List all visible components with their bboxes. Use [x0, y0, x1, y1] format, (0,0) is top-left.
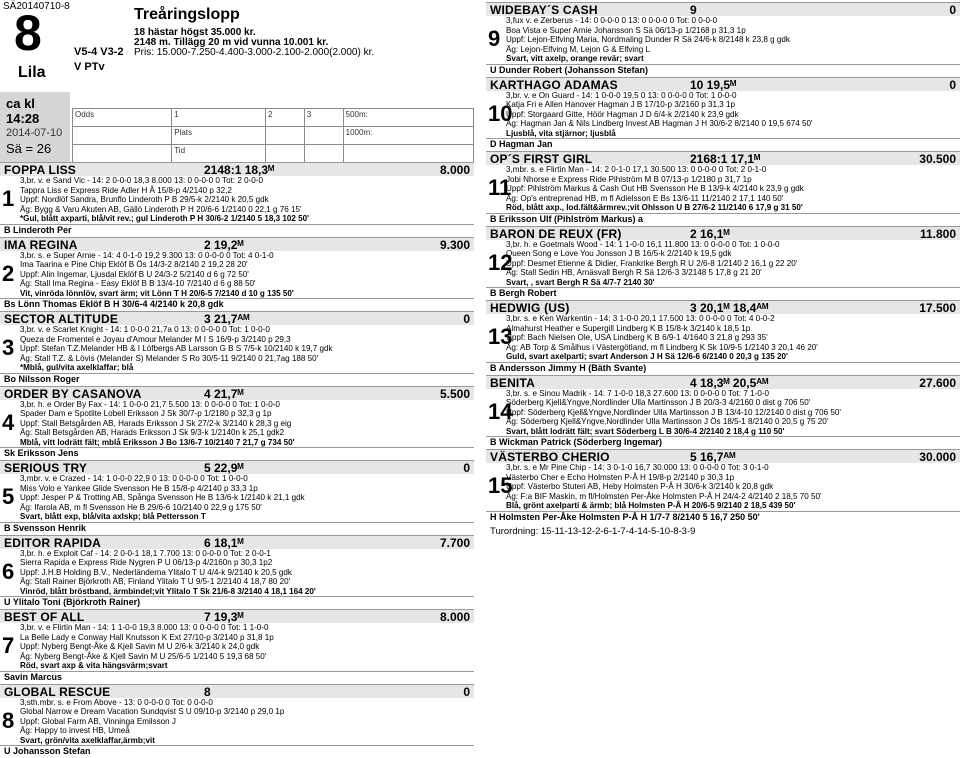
horse-info-line: Äg: Stall Rainer Björkroth AB, Finland Ylitalo T U 9/5-1 2/2140 4 18,7 80 20'	[20, 577, 291, 586]
start-number: 4	[2, 409, 15, 435]
horse-stat: 4 21,7ᴹ	[204, 386, 244, 401]
horse-info-line: Uppf: J.H.B Holding B.V., Nederländerna Ylitalo T U 4/4-k 9/2140 k 20,5 gdk	[20, 567, 292, 577]
horse-stat: 2 19,2ᴹ	[204, 237, 244, 252]
trainer: U Ylitalo Toni (Björkroth Rainer)	[0, 596, 474, 607]
horse-info-line: Svart, blått lodrätt fält; svart Söderberg L B 30/6-4 2/2140 2 18,4 g 110 50'	[506, 426, 785, 436]
horse-info-line: *Mblå, gul/vita axelklaffar; blå	[20, 363, 134, 372]
start-number: 15	[488, 473, 513, 498]
horse-stat: 8	[204, 684, 211, 699]
horse-info-line: Mblå, vitt lodrätt fält; mblå Eriksson J Bo 13/6-7 10/2140 7 21,7 g 734 50'	[20, 437, 295, 447]
horse-name: VÄSTERBO CHERIO	[490, 450, 610, 464]
horse-prize: 8.000	[439, 610, 470, 624]
bet-types	[74, 45, 124, 75]
horse-info-line: 3,br. h. e Goetmals Wood - 14: 1 1-0-0 16,1 11.800 13: 0 0-0-0 0 Tot: 1 0-0-0	[506, 239, 780, 249]
trainer: H Holmsten Per-Åke Holmsten P-Å H 1/7-7 8/2140 5 16,7 250 50'	[486, 511, 960, 522]
horse-info-line: Katja Fri e Allen Hanover Hagman J B 17/10-p 3/2160 p 31,3 1p	[506, 100, 736, 109]
horse-info-line: Svart, grön/vita axelklaffar,ärmb;vit	[20, 735, 155, 745]
horse-info-line: Uppf: Söderberg Kjell&Yngve,Nordlinder Ulla Martinsson J B 13/4-10 12/2140 0 dist g 706 50'	[506, 407, 841, 417]
horse-body	[486, 165, 960, 213]
race-name: Treåringslopp	[134, 6, 240, 23]
horse-info-line: Uppf: Jesper P & Trotting AB, Spånga Svensson He B 13/6-k 1/2140 k 21,1 gdk	[20, 493, 305, 502]
horse-entry	[486, 375, 960, 448]
horse-info-line: 3,mbr. s. e Flirtin Man - 14: 2 0-1-0 17,1 30.500 13: 0 0-0-0 0 Tot: 2 0-1-0	[506, 165, 767, 174]
odds-label: Odds	[73, 109, 172, 127]
horse-header	[0, 386, 474, 400]
horse-info-line: 3,br. v. e Flirtin Man - 14: 1 1-0-0 19,3 8.000 13: 0 0-0-0 0 Tot: 1 1-0-0	[20, 623, 269, 632]
horse-entry	[0, 237, 474, 310]
horse-entry	[0, 684, 474, 757]
trainer: Bs Lönn Thomas Eklöf B H 30/6-4 4/2140 k 20,8 gdk	[0, 298, 474, 309]
grid-plats: Plats	[172, 127, 266, 145]
horse-info-line: Uppf: Västerbo Stuteri AB, Heby Holmsten P-Å H 30/6-k 3/2140 k 20,8 gdk	[506, 482, 774, 491]
race-header	[0, 0, 474, 160]
horse-header	[0, 535, 474, 549]
horse-info-line: 3,br. h. e Order By Fax - 14: 1 0-0-0 21,7 5.500 13: 0 0-0-0 0 Tot: 1 0-0-0	[20, 399, 280, 409]
horse-info-line: Äg: Stall T.Z. & Lövis (Melander S) Melander S Ro 30/5-11 9/2140 0 21,7ag 188 50'	[20, 353, 319, 363]
trainer: B Andersson Jimmy H (Bäth Svante)	[486, 362, 960, 373]
horse-stat: 5 22,9ᴹ	[204, 461, 244, 475]
horse-entry	[0, 311, 474, 384]
horse-body	[0, 474, 474, 522]
horse-info-line: 3,br. v. e Sand Vic - 14: 2 0-0-0 18,3 8.000 13: 0 0-0-0 0 Tot: 2 0-0-0	[20, 176, 263, 185]
horse-body	[486, 389, 960, 437]
horse-info-line: Äg: Stall Sedin HB, Arnäsvall Bergh R Sä 12/6-3 3/2148 5 17,8 g 21 20'	[506, 268, 762, 277]
horse-header	[0, 311, 474, 325]
horse-info-line: 3,br. v. e Scarlet Knight - 14: 1 0-0-0 21,7a 0 13: 0 0-0-0 0 Tot: 1 0-0-0	[20, 325, 270, 334]
horse-stat: 5 16,7ᴬᴹ	[690, 450, 736, 464]
horse-prize: 0	[463, 684, 470, 699]
trainer: B Wickman Patrick (Söderberg Ingemar)	[486, 436, 960, 447]
grid-col-1: 1	[172, 109, 266, 127]
grid-1000m: 1000m:	[343, 127, 473, 145]
horse-info-line: Äg: Hagman Jan & Nils Lindberg Invest AB Hagman J H 30/6-2 8/2140 0 19,5 674 50'	[506, 119, 813, 128]
horse-info-line: Uppf: Pihlström Markus & Cash Out HB Svensson He B 13/9-k 4/2140 k 23,9 g gdk	[506, 184, 804, 193]
horse-prize: 7.700	[439, 535, 470, 550]
horse-prize: 0	[949, 3, 956, 17]
horse-info-line: Äg: Lejon-Elfving M, Lejon G & Elfving L	[506, 44, 650, 54]
horse-info-line: Boa Vista e Super Arnie Johansson S Sä 06/13-p 1/2168 p 31,3 1p	[506, 25, 746, 35]
horse-info-line: Uppf: Global Farm AB, Vinninga Emilsson J	[20, 716, 176, 726]
horse-entry	[486, 2, 960, 75]
right-horse-column	[486, 2, 960, 537]
horse-info-line: Uppf: Stefan T.Z.Melander HB & I Löfbergs AB Larsson G B S 7/5-k 10/2140 k 19,7 gdk	[20, 344, 333, 353]
horse-prize: 30.000	[919, 450, 956, 464]
horse-name: BEST OF ALL	[4, 610, 85, 624]
start-number: 6	[2, 558, 15, 584]
horse-info-line: Äg: Op's entreprenad HB, m fl Adielsson E Bs 13/6-11 11/2140 2 17,1 140 50'	[506, 193, 784, 203]
horse-info-line: Global Narrow e Dream Vacation Sundqvist S U 09/10-p 3/2140 p 29,0 1p	[20, 707, 285, 716]
horse-prize: 17.500	[919, 301, 956, 315]
horse-info-line: 3,br. s. e Ken Warkentin - 14: 3 1-0-0 20,1 17.500 13: 0 0-0-0 0 Tot: 4 0-0-2	[506, 314, 775, 323]
horse-stat: 9	[690, 3, 697, 17]
start-number: 10	[488, 100, 513, 126]
grid-col-2: 2	[265, 109, 304, 127]
race-ref: SÄ20140710-8	[3, 1, 70, 12]
horse-info-line: Röd, svart axp & vita hängsvärm;svart	[20, 661, 168, 670]
horse-info-line: Uppf: Nyberg Bengt-Åke & Kjell Savin M U 2/6-k 3/2140 k 24,0 gdk	[20, 642, 260, 651]
horse-body	[0, 251, 474, 299]
trainer: B Bergh Robert	[486, 287, 960, 298]
horse-name: EDITOR RAPIDA	[4, 535, 102, 550]
horse-info-line: 3,br. s. e Super Arnie - 14: 4 0-1-0 19,2 9.300 13: 0 0-0-0 0 Tot: 4 0-1-0	[20, 250, 274, 260]
trainer: B Linderoth Per	[0, 224, 474, 235]
horse-info-line: Äg: Bygg & Varu Akuten AB, Gällö Linderoth P H 20/6-6 1/2140 0 22,1 g 76 15'	[20, 204, 302, 214]
horse-stat: 6 18,1ᴹ	[204, 535, 244, 550]
horse-name: SECTOR ALTITUDE	[4, 312, 119, 326]
horse-info-line: Äg: Ifarola AB, m fl Svensson He B 29/6-6 10/2140 0 22,9 g 175 50'	[20, 502, 262, 512]
prize-line-1: 18 hästar högst 35.000 kr.	[134, 27, 256, 38]
horse-body	[486, 463, 960, 511]
prize-line-3: Pris: 15.000-7.250-4.400-3.000-2.100-2.000(2.000) kr.	[134, 47, 375, 58]
horse-entry	[0, 162, 474, 235]
horse-info-line: Miss Volo e Yankee Glide Svensson He B 15/8-p 4/2140 p 33,3 1p	[20, 483, 258, 493]
horse-name: BENITA	[490, 375, 535, 390]
horse-prize: 30.500	[919, 152, 956, 166]
start-number: 7	[2, 633, 15, 658]
grid-col-3: 3	[304, 109, 343, 127]
race-number: 8	[14, 5, 42, 61]
horse-stat: 10 19,5ᴹ	[690, 77, 737, 92]
horse-header	[0, 162, 474, 176]
start-number: 12	[488, 249, 513, 275]
trainer: U Dunder Robert (Johansson Stefan)	[486, 64, 960, 75]
horse-info-line: 3,fux v. e Zerberus - 14: 0 0-0-0 0 13: 0 0-0-0 0 Tot: 0 0-0-0	[506, 16, 718, 25]
horse-entry	[0, 386, 474, 459]
trainer: B Eriksson Ulf (Pihlström Markus) a	[486, 213, 960, 224]
horse-info-line: Guld, svart axelparti; svart Anderson J H Sä 12/6-6 6/2140 0 20,3 g 135 20'	[506, 352, 788, 361]
horse-entry	[0, 460, 474, 533]
horse-prize: 27.600	[919, 375, 956, 390]
horse-header	[0, 237, 474, 251]
horse-prize: 0	[463, 461, 470, 475]
race-date: 2014-07-10	[6, 127, 63, 139]
horse-name: HEDWIG (US)	[490, 301, 570, 315]
horse-header	[486, 375, 960, 389]
start-number: 9	[488, 26, 501, 51]
horse-name: SERIOUS TRY	[4, 461, 88, 475]
horse-info-line: Vinröd, blått bröstband, ärmbindel;vit Ylitalo T Sk 21/6-8 3/2140 4 18,1 164 20'	[20, 586, 316, 596]
horse-entry	[486, 226, 960, 299]
trainer: U Johansson Stefan	[0, 745, 474, 756]
left-horse-column	[0, 162, 474, 758]
horse-info-line: 3,mbr. v. e Crazed - 14: 1 0-0-0 22,9 0 13: 0 0-0-0 0 Tot: 1 0-0-0	[20, 474, 248, 483]
horse-body	[0, 400, 474, 448]
horse-stat: 2168:1 17,1ᴹ	[690, 152, 761, 166]
horse-header	[486, 77, 960, 91]
horse-body	[0, 623, 474, 671]
bet-type-1: V5-4 V3-2	[74, 46, 124, 58]
start-number: 5	[2, 484, 15, 509]
race-sidebar	[0, 92, 70, 162]
horse-info-line: La Belle Lady e Conway Hall Knutsson K Ext 27/10-p 3/2140 p 31,8 1p	[20, 632, 274, 642]
trainer: D Hagman Jan	[486, 138, 960, 149]
start-number: 2	[2, 260, 15, 286]
horse-info-line: Uppf: Desmet Etienne & Didier, Frankrike Bergh R U 2/6-8 1/2140 2 16,1 g 22 20'	[506, 258, 798, 268]
horse-info-line: Äg: Happy to invest HB, Umeå	[20, 726, 130, 735]
horse-header	[0, 460, 474, 474]
horse-entry	[486, 151, 960, 224]
horse-prize: 0	[949, 77, 956, 92]
horse-entry	[0, 609, 474, 682]
horse-header	[486, 226, 960, 240]
horse-entry	[486, 77, 960, 150]
horse-info-line: 3,br. s. e Mr Pine Chip - 14: 3 0-1-0 16,7 30.000 13: 0 0-0-0 0 Tot: 3 0-1-0	[506, 463, 769, 472]
track-info: Sä = 26	[6, 141, 52, 156]
horse-info-line: Äg: F:a BIF Maskin, m fl/Holmsten Per-Åke Holmsten P-Å H 24/4-2 4/2140 2 18,5 70 50'	[506, 491, 822, 501]
trainer: Sk Eriksson Jens	[0, 447, 474, 458]
horse-prize: 5.500	[439, 386, 470, 401]
horse-body	[0, 325, 474, 373]
horse-stat: 7 19,3ᴹ	[204, 610, 244, 624]
horse-entry	[486, 449, 960, 522]
odds-grid	[72, 108, 474, 163]
horse-body	[0, 698, 474, 746]
start-number: 13	[488, 324, 513, 349]
horse-info-line: Röd, blått axp., lod.fält&ärmrev.;vit Ohlsson U B 27/6-2 11/2140 6 17,9 g 31 50'	[506, 203, 803, 212]
horse-body	[0, 549, 474, 597]
horse-info-line: Svart, blått exp, blå/vita axlskp; blå Pettersson T	[20, 512, 206, 521]
trainer: B Svensson Henrik	[0, 522, 474, 533]
horse-header	[486, 2, 960, 16]
horse-info-line: Ljusblå, vita stjärnor; ljusblå	[506, 128, 616, 138]
horse-info-line: Ima Taarina e Pine Chip Eklöf B Ös 14/3-2 8/2140 2 19,2 28 20'	[20, 260, 248, 269]
horse-info-line: Svart, , svart Bergh R Sä 4/7-7 2140 30'	[506, 277, 655, 287]
horse-prize: 8.000	[439, 163, 470, 177]
horse-name: GLOBAL RESCUE	[4, 684, 111, 699]
horse-header	[486, 300, 960, 314]
horse-stat: 2148:1 18,3ᴹ	[204, 163, 275, 177]
horse-info-line: Uppf: Stall Betsgården AB, Harads Eriksson J Sk 27/2-k 3/2140 k 28,3 g eig	[20, 418, 292, 428]
race-time: ca kl 14:28	[6, 96, 40, 126]
horse-info-line: Svart, vitt axelp, orange revär; svart	[506, 54, 644, 63]
prize-line-2: 2148 m. Tillägg 20 m vid vunna 10.001 kr.	[134, 37, 329, 48]
horse-info-line: Jobi Nhorse e Express Ride Pihlström M B 07/13-p 1/2180 p 31,7 1p	[506, 174, 752, 184]
horse-body	[0, 176, 474, 224]
horse-prize: 11.800	[919, 226, 956, 241]
color-label: Lila	[18, 64, 46, 81]
horse-header	[486, 449, 960, 463]
horse-info-line: Uppf: Bach Nielsen Ole, USA Lindberg K B 6/9-1 4/1640 3 21,8 g 293 35'	[506, 333, 768, 342]
horse-name: IMA REGINA	[4, 237, 78, 252]
horse-info-line: Söderberg Kjell&Yngve,Nordlinder Ulla Martinsson J B 20/3-3 4/2160 0 dist g 706 50'	[506, 398, 811, 407]
horse-body	[486, 314, 960, 362]
trainer: Savin Marcus	[0, 671, 474, 682]
horse-info-line: Blå, grönt axelparti & ärmb; blå Holmsten P-Å H 20/6-5 9/2140 2 18,5 439 50'	[506, 501, 796, 510]
horse-body	[486, 91, 960, 139]
horse-info-line: Uppf: Nordlöf Sandra, Brunflo Linderoth P B 29/5-k 2/2140 k 20,5 gdk	[20, 195, 269, 204]
horse-body	[486, 16, 960, 64]
horse-stat: 4 18,3ᴹ 20,5ᴬᴹ	[690, 375, 769, 390]
horse-stat: 2 16,1ᴹ	[690, 226, 730, 241]
start-number: 3	[2, 335, 15, 360]
grid-500m: 500m:	[343, 109, 473, 127]
horse-name: OP´S FIRST GIRL	[490, 152, 593, 166]
start-number: 1	[2, 186, 15, 211]
horse-name: FOPPA LISS	[4, 163, 77, 177]
horse-name: ORDER BY CASANOVA	[4, 386, 142, 401]
horse-name: BARON DE REUX (FR)	[490, 226, 622, 241]
horse-header	[0, 609, 474, 623]
horse-header	[0, 684, 474, 698]
horse-info-line: Tappra Liss e Express Ride Adler H Å 15/8-p 4/2140 p 32,2	[20, 185, 232, 195]
horse-info-line: 3,br. s. e Sinou Madrik - 14: 7 1-0-0 18,3 27.600 13: 0 0-0-0 0 Tot: 7 1-0-0	[506, 388, 770, 398]
horse-info-line: Äg: Stall Betsgården AB, Harads Eriksson J Sk 9/3-k 1/2140n k 25,1 gdk2	[20, 428, 285, 437]
horse-info-line: *Gul, blått axparti, blå/vit rev.; gul Linderoth P H 30/6-2 1/2140 5 18,3 102 50'	[20, 214, 310, 223]
horse-info-line: Almahurst Heather e Supergill Lindberg K B 15/8-k 3/2140 k 18,5 1p	[506, 323, 751, 333]
start-number: 11	[488, 175, 512, 200]
horse-info-line: 3,br. v. e On Guard - 14: 1 0-0-0 19,5 0 13: 0 0-0-0 0 Tot: 1 0-0-0	[506, 90, 737, 100]
horse-info-line: Queen Song e Love You Jonsson J B 16/5-k 2/2140 k 19,5 gdk	[506, 249, 732, 258]
horse-info-line: Västerbo Cher e Echo Holmsten P-Å H 19/8-p 2/2140 p 30,3 1p	[506, 472, 735, 482]
horse-info-line: Uppf: Alin Ingemar, Ljusdal Eklöf B U 24/3-2 5/2140 d 6 g 72 50'	[20, 269, 249, 279]
horse-info-line: Sierra Rapida e Express Ride Nygren P U 06/13-p 4/2160n p 30,3 1p2	[20, 558, 273, 567]
horse-header	[486, 151, 960, 165]
bet-type-2: V PTv	[74, 61, 105, 73]
horse-body	[486, 240, 960, 288]
start-number: 14	[488, 398, 513, 424]
horse-info-line: Spader Dam e Spotlite Lobell Eriksson J Sk 30/7-p 1/2180 p 32,3 g 1p	[20, 409, 272, 418]
horse-info-line: Äg: Stall Ima Regina - Easy Eklöf B B 13/4-10 7/2140 d 6 g 88 50'	[20, 279, 256, 288]
prize-info	[134, 28, 374, 58]
turordning: Turordning: 15-11-13-12-2-6-1-7-4-14-5-10-8-3-9	[490, 525, 696, 537]
horse-info-line: 3,br. h. e Exploit Caf - 14: 2 0-0-1 18,1 7.700 13: 0 0-0-0 0 Tot: 2 0-0-1	[20, 548, 271, 558]
horse-prize: 0	[463, 312, 470, 326]
horse-stat: 3 20,1ᴹ 18,4ᴬᴹ	[690, 301, 769, 315]
horse-info-line: Äg: Söderberg Kjell&Yngve,Nordlinder Ulla Martinsson J Ös 18/5-1 8/2140 0 20,5 g 75 20'	[506, 417, 829, 426]
horse-stat: 3 21,7ᴬᴹ	[204, 312, 250, 326]
horse-prize: 9.300	[439, 237, 470, 252]
horse-info-line: Uppf: Storgaard Gitte, Höör Hagman J D 6/4-k 2/2140 k 23,9 gdk	[506, 109, 739, 119]
horse-info-line: Uppf: Lejon-Elfving Maria, Nordmaling Dunder R Sä 24/6-k 8/2148 k 23,8 g gdk	[506, 35, 790, 44]
horse-info-line: Äg: AB Torp & Smålhus i Västergötland, m fl Lindberg K Sk 10/9-5 1/2140 3 20,1 46 20'	[506, 342, 818, 352]
start-number: 8	[2, 707, 15, 733]
trainer: Bo Nilsson Roger	[0, 373, 474, 384]
horse-info-line: Vit, vinröda lönnlöv, svart ärm; vit Lönn T H 20/6-5 7/2140 d 10 g 135 50'	[20, 288, 294, 298]
horse-name: WIDEBAY´S CASH	[490, 3, 598, 17]
horse-name: KARTHAGO ADAMAS	[490, 77, 618, 92]
horse-info-line: Queza de Fromentel e Joyau d'Amour Melander M I S 16/9-p 3/2140 p 29,3	[20, 334, 291, 344]
horse-entry	[486, 300, 960, 373]
grid-tid: Tid	[172, 145, 266, 163]
horse-info-line: 3,sth.mbr. s. e From Above - 13: 0 0-0-0 0 Tot: 0 0-0-0	[20, 697, 213, 707]
horse-entry	[0, 535, 474, 608]
horse-info-line: Äg: Nyberg Bengt-Åke & Kjell Savin M U 25/6-5 1/2140 5 19,3 68 50'	[20, 651, 267, 661]
